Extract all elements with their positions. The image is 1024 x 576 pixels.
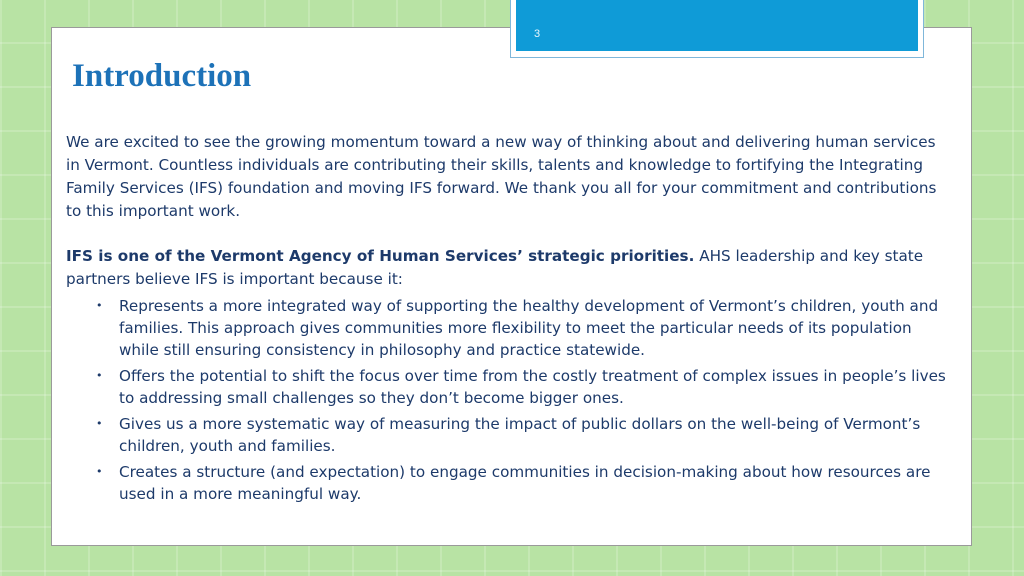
slide-content [66,131,951,509]
bullet-icon: • [96,465,103,478]
bullet-text: Represents a more integrated way of supporting the healthy development of Vermont’s children, youth and families. This approach gives communities more flexibility to meet the particular needs of its population while still ensuring consistency in philosophy and practice statewide. [119,297,939,359]
bullet-icon: • [96,369,103,382]
priorities-lead-rest: AHS leadership and key state partners believe IFS is important because it: [66,247,924,288]
slide-title: Introduction [72,58,252,94]
page-number: 3 [534,28,541,40]
list-item [66,295,951,361]
priorities-bullet-list [66,295,951,505]
intro-paragraph: We are excited to see the growing momentum toward a new way of thinking about and delivering human services in Vermont. Countless individuals are contributing their skills, talents and knowledge to fortifying the Integrating Family Services (IFS) foundation and moving IFS forward. We thank you all for your commitment and contributions to this important work. [66,133,937,220]
bullet-icon: • [96,299,103,312]
list-item [66,365,951,409]
page-number-tab [510,0,924,58]
list-item [66,413,951,457]
bullet-icon: • [96,417,103,430]
bullet-text: Gives us a more systematic way of measuring the impact of public dollars on the well-being of Vermont’s children, youth and families. [119,415,921,455]
list-item [66,461,951,505]
bullet-text: Creates a structure (and expectation) to engage communities in decision-making about how resources are used in a more meaningful way. [119,463,931,503]
priorities-lead [66,245,951,291]
bullet-text: Offers the potential to shift the focus over time from the costly treatment of complex issues in people’s lives to addressing small challenges so they don’t become bigger ones. [119,367,946,407]
page-number-banner [516,0,918,51]
priorities-lead-bold: IFS is one of the Vermont Agency of Human Services’ strategic priorities. [66,247,695,265]
